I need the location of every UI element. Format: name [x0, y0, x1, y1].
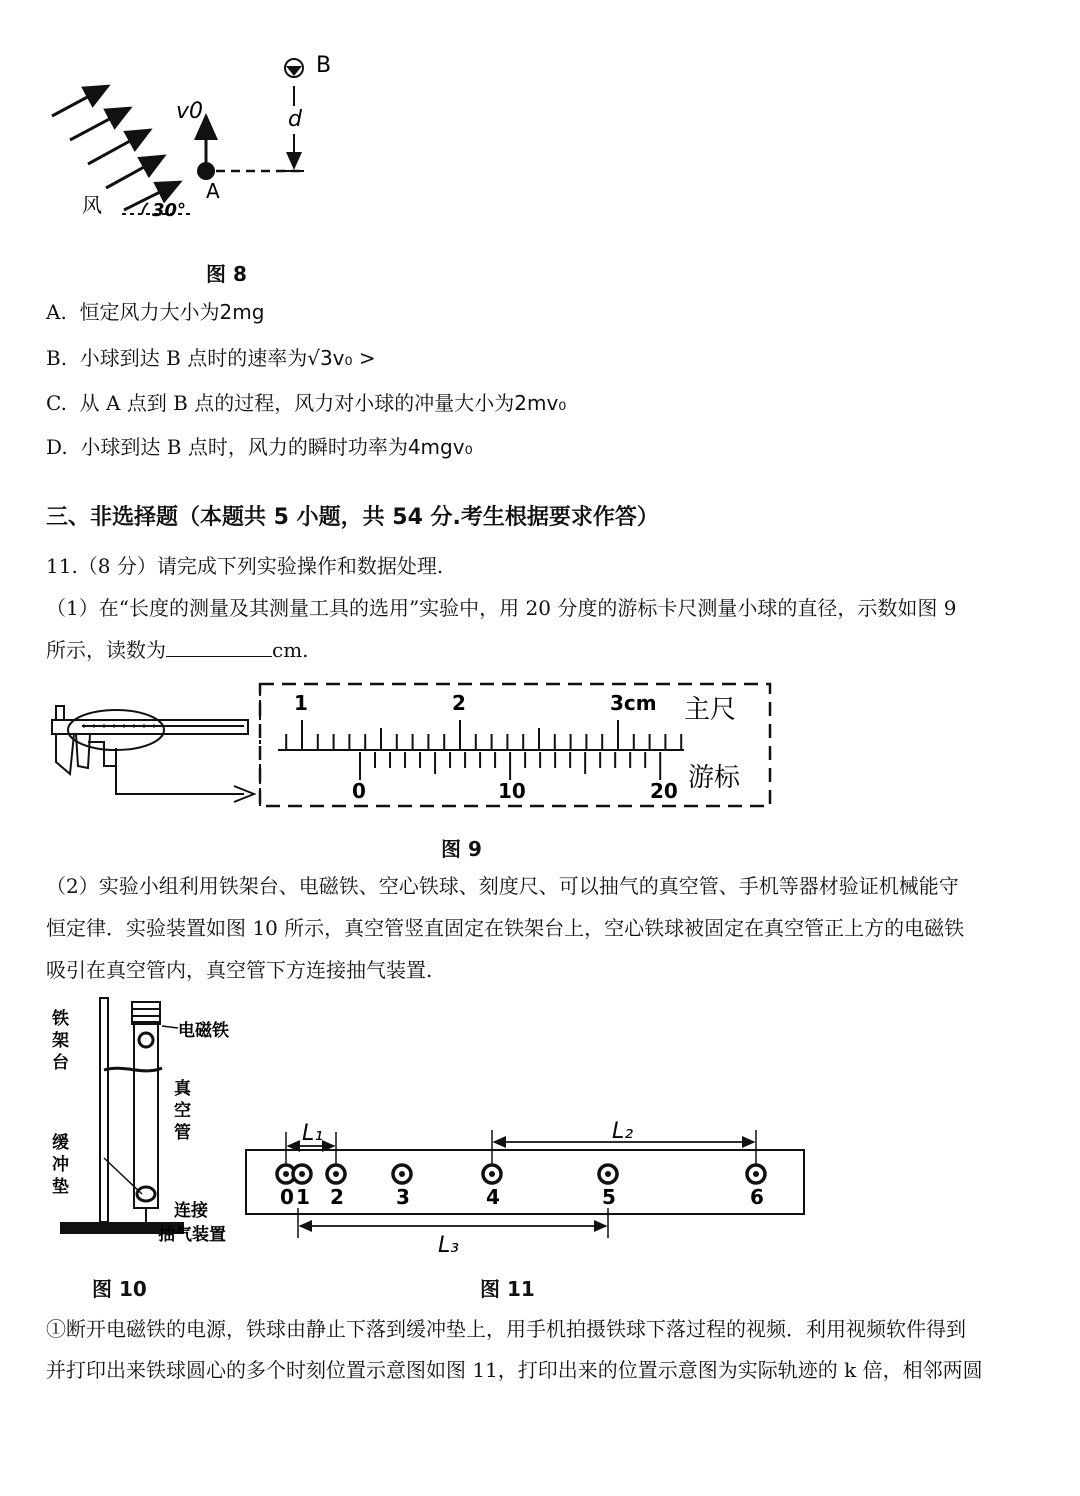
vernier-tick-0: 0: [352, 779, 366, 803]
label-l1: L₁: [302, 1121, 324, 1146]
label-pump-2: 抽气装置: [158, 1225, 226, 1245]
figure-9: [44, 676, 780, 816]
wind-label: 风: [82, 193, 102, 217]
label-l2: L₂: [612, 1119, 634, 1144]
fig8-caption: 图 8: [206, 262, 247, 286]
answer-blank[interactable]: [166, 638, 272, 657]
option-b: B. 小球到达 B 点时的速率为√3v₀ >: [46, 346, 376, 370]
fig11-caption: 图 11: [480, 1277, 535, 1301]
figure-8: [40, 40, 360, 240]
option-d: D. 小球到达 B 点时，风力的瞬时功率为4mgv₀: [46, 435, 473, 459]
svg-text:冲: 冲: [52, 1155, 69, 1175]
label-stand-3: 台: [52, 1053, 69, 1073]
option-a: A. 恒定风力大小为2mg: [46, 300, 265, 324]
label-d: d: [288, 107, 302, 132]
q11-part1-line1: （1）在“长度的测量及其测量工具的选用”实验中，用 20 分度的游标卡尺测量小球的直径，示数如图 9: [46, 596, 957, 620]
q11-part1-line2: 所示，读数为 cm.: [46, 638, 309, 662]
point-label-0: 0: [280, 1185, 294, 1209]
option-c: C. 从 A 点到 B 点的过程，风力对小球的冲量大小为2mv₀: [46, 391, 567, 415]
vernier-tick-10: 10: [498, 779, 526, 803]
svg-text:垫: 垫: [52, 1177, 69, 1197]
point-label-2: 2: [330, 1185, 344, 1209]
svg-text:管: 管: [174, 1123, 191, 1143]
fig9-caption: 图 9: [441, 837, 482, 861]
vernier-scale-ticks: [360, 752, 660, 780]
vernier-scale-label: 游标: [688, 763, 741, 793]
point-label-1: 1: [296, 1185, 310, 1209]
ball-center-4: [489, 1171, 495, 1177]
label-pump-1: 连接: [174, 1201, 208, 1221]
ball-center-3: [399, 1171, 405, 1177]
vernier-tick-20: 20: [650, 779, 678, 803]
main-scale-label: 主尺: [684, 695, 737, 725]
svg-text:缓: 缓: [52, 1133, 69, 1153]
point-label-5: 5: [602, 1185, 616, 1209]
point-label-3: 3: [396, 1185, 410, 1209]
figure-11: [240, 1112, 810, 1262]
point-a: [197, 162, 215, 180]
caliper-sketch: [52, 706, 254, 802]
q11-step1-line1: ①断开电磁铁的电源，铁球由静止下落到缓冲垫上，用手机拍摄铁球下落过程的视频．利用视频软件得到: [46, 1317, 966, 1341]
wind-arrows: [52, 86, 180, 210]
main-tick-1: 1: [294, 691, 308, 715]
svg-text:真: 真: [174, 1079, 191, 1099]
label-a: A: [206, 179, 220, 203]
label-b: B: [316, 53, 332, 78]
ball-center-5: [605, 1171, 611, 1177]
angle-label: 30°: [152, 200, 187, 221]
ball-center-2: [333, 1171, 339, 1177]
point-label-4: 4: [486, 1185, 500, 1209]
ball-center-0: [283, 1171, 289, 1177]
label-stand-2: 架: [52, 1031, 69, 1051]
label-magnet: 电磁铁: [178, 1021, 229, 1041]
q11-part2-line3: 吸引在真空管内，真空管下方连接抽气装置.: [46, 958, 433, 982]
ball-center-1: [299, 1171, 305, 1177]
label-v0: v0: [176, 99, 204, 124]
main-tick-3: 3cm: [610, 691, 657, 715]
svg-text:空: 空: [174, 1101, 191, 1121]
figure-10: [44, 992, 254, 1252]
ball-center-6: [753, 1171, 759, 1177]
label-l3: L₃: [438, 1233, 460, 1258]
fig10-caption: 图 10: [92, 1277, 147, 1301]
label-stand-1: 铁: [52, 1009, 69, 1029]
point-label-6: 6: [750, 1185, 764, 1209]
position-points: [277, 1165, 765, 1209]
q11-step1-line2: 并打印出来铁球圆心的多个时刻位置示意图如图 11，打印出来的位置示意图为实际轨迹的 k 倍，相邻两圆: [46, 1358, 983, 1382]
main-tick-2: 2: [452, 691, 466, 715]
section-heading: 三、非选择题（本题共 5 小题，共 54 分.考生根据要求作答）: [46, 505, 659, 530]
q11-part2-line2: 恒定律．实验装置如图 10 所示，真空管竖直固定在铁架台上，空心铁球被固定在真空管正上方的电磁铁: [46, 916, 965, 940]
q11-intro: 11.（8 分）请完成下列实验操作和数据处理.: [46, 554, 444, 578]
main-scale-ticks: [286, 720, 681, 750]
q11-part2-line1: （2）实验小组利用铁架台、电磁铁、空心铁球、刻度尺、可以抽气的真空管、手机等器材验证机械能守: [46, 874, 959, 898]
